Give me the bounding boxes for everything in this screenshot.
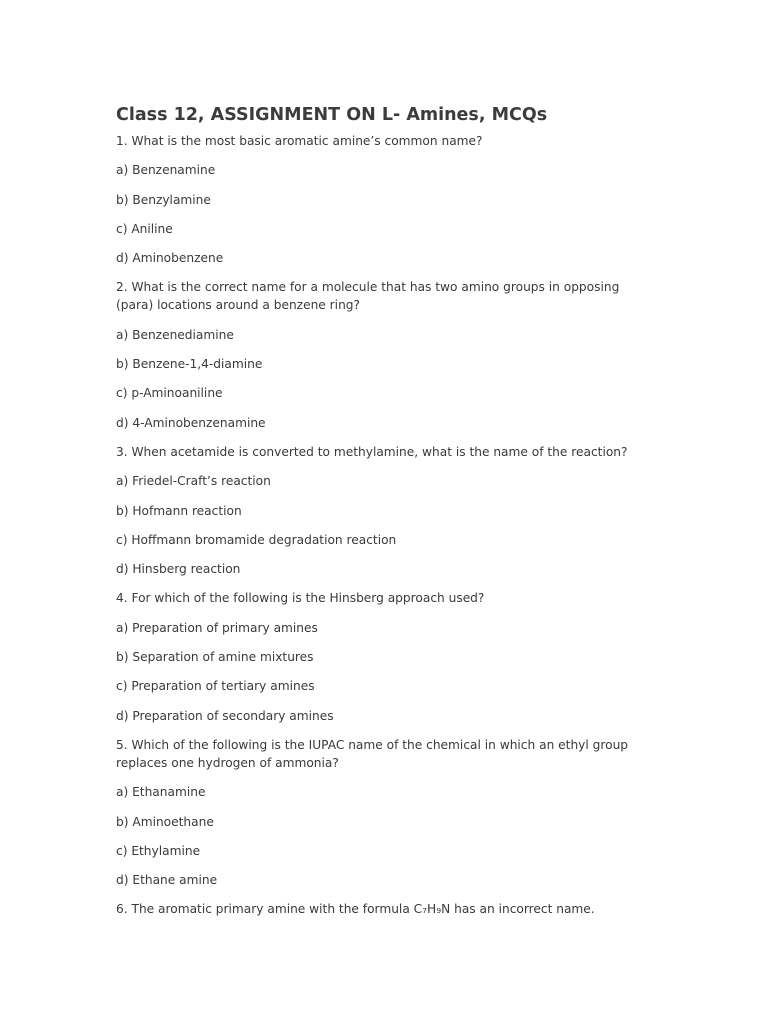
question-4: 4. For which of the following is the Hinsberg approach used? xyxy=(116,591,485,606)
question-6: 6. The aromatic primary amine with the formula C₇H₉N has an incorrect name. xyxy=(116,902,595,917)
q2-option-a: a) Benzenediamine xyxy=(116,327,234,342)
question-2: 2. What is the correct name for a molecule that has two amino groups in opposing (para) locations around a benzene ring? xyxy=(116,280,620,313)
document-title: Class 12, ASSIGNMENT ON L- Amines, MCQs xyxy=(116,105,548,125)
question-3: 3. When acetamide is converted to methylamine, what is the name of the reaction? xyxy=(116,444,628,459)
q2-option-d: d) 4-Aminobenzenamine xyxy=(116,415,266,430)
q1-option-a: a) Benzenamine xyxy=(116,163,216,178)
q3-option-b: b) Hofmann reaction xyxy=(116,503,242,518)
q5-option-c: c) Ethylamine xyxy=(116,843,201,858)
question-5: 5. Which of the following is the IUPAC name of the chemical in which an ethyl group replaces one hydrogen of ammonia? xyxy=(116,737,629,770)
q1-option-b: b) Benzylamine xyxy=(116,192,211,207)
q2-option-c: c) p-Aminoaniline xyxy=(116,386,223,401)
q5-option-d: d) Ethane amine xyxy=(116,873,218,888)
q2-option-b: b) Benzene-1,4-diamine xyxy=(116,357,263,372)
question-1: 1. What is the most basic aromatic amine’s common name? xyxy=(116,134,483,148)
q1-option-c: c) Aniline xyxy=(116,221,173,236)
q4-option-d: d) Preparation of secondary amines xyxy=(116,708,334,723)
q4-option-a: a) Preparation of primary amines xyxy=(116,620,318,635)
q5-option-a: a) Ethanamine xyxy=(116,785,206,800)
q5-option-b: b) Aminoethane xyxy=(116,814,214,829)
q1-option-d: d) Aminobenzene xyxy=(116,251,224,266)
document-page xyxy=(116,104,646,930)
q3-option-c: c) Hoffmann bromamide degradation reaction xyxy=(116,532,397,547)
q4-option-c: c) Preparation of tertiary amines xyxy=(116,679,315,694)
q3-option-d: d) Hinsberg reaction xyxy=(116,562,241,577)
q4-option-b: b) Separation of amine mixtures xyxy=(116,650,314,665)
q3-option-a: a) Friedel-Craft’s reaction xyxy=(116,474,271,489)
